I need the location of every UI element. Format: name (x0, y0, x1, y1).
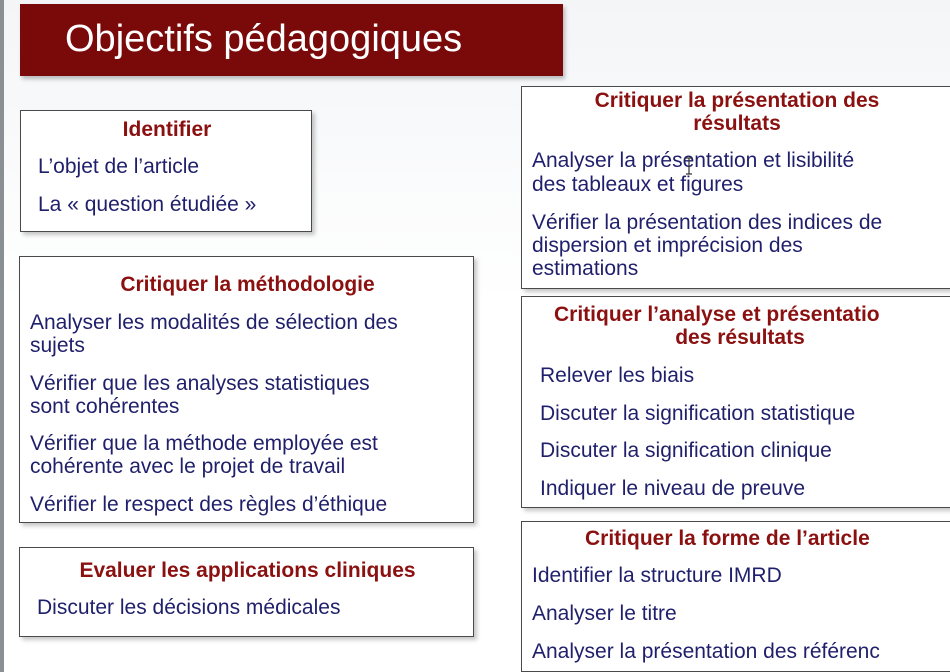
presentation-heading: résultats (693, 112, 781, 135)
presentation-item: Analyser la présentation et lisibilité (532, 149, 855, 172)
identifier-box (20, 110, 312, 232)
methodologie-item: sujets (30, 334, 85, 357)
methodologie-item: cohérente avec le projet de travail (30, 455, 346, 478)
presentation-item: des tableaux et figures (532, 173, 744, 196)
presentation-box (521, 86, 950, 289)
slide-title: Objectifs pédagogiques (65, 18, 463, 60)
presentation-heading: Critiquer la présentation des (594, 89, 880, 112)
forme-item: Identifier la structure IMRD (532, 564, 782, 587)
applications-box (19, 547, 474, 637)
presentation-item: Vérifier la présentation des indices de (532, 211, 883, 234)
forme-box (521, 521, 950, 672)
forme-item: Analyser le titre (532, 602, 677, 625)
analyse-heading: Critiquer l’analyse et présentatio (554, 303, 880, 326)
analyse-heading: des résultats (675, 326, 805, 349)
forme-item: Analyser la présentation des référenc (532, 640, 880, 663)
methodologie-item: Vérifier que les analyses statistiques (30, 372, 370, 395)
applications-item: Discuter les décisions médicales (37, 596, 341, 619)
analyse-item: Indiquer le niveau de preuve (540, 477, 806, 500)
identifier-heading: Identifier (122, 118, 212, 141)
methodologie-item: Analyser les modalités de sélection des (30, 311, 398, 334)
analyse-item: Discuter la signification statistique (540, 402, 856, 425)
presentation-item: dispersion et imprécision des (532, 234, 803, 257)
methodologie-heading: Critiquer la méthodologie (120, 273, 375, 296)
identifier-item: L’objet de l’article (38, 155, 200, 178)
methodologie-item: Vérifier le respect des règles d’éthique (30, 493, 388, 516)
methodologie-box (19, 256, 474, 523)
analyse-box (521, 296, 950, 508)
methodologie-item: sont cohérentes (30, 395, 180, 418)
window-left-edge (0, 0, 4, 672)
presentation-item: estimations (532, 257, 639, 280)
identifier-item: La « question étudiée » (38, 193, 257, 216)
forme-heading: Critiquer la forme de l’article (585, 527, 870, 550)
methodologie-item: Vérifier que la méthode employée est (30, 432, 378, 455)
analyse-item: Discuter la signification clinique (540, 439, 832, 462)
text-cursor-icon (685, 157, 693, 175)
applications-heading: Evaluer les applications cliniques (79, 559, 416, 582)
analyse-item: Relever les biais (540, 364, 695, 387)
title-bar (20, 4, 563, 76)
